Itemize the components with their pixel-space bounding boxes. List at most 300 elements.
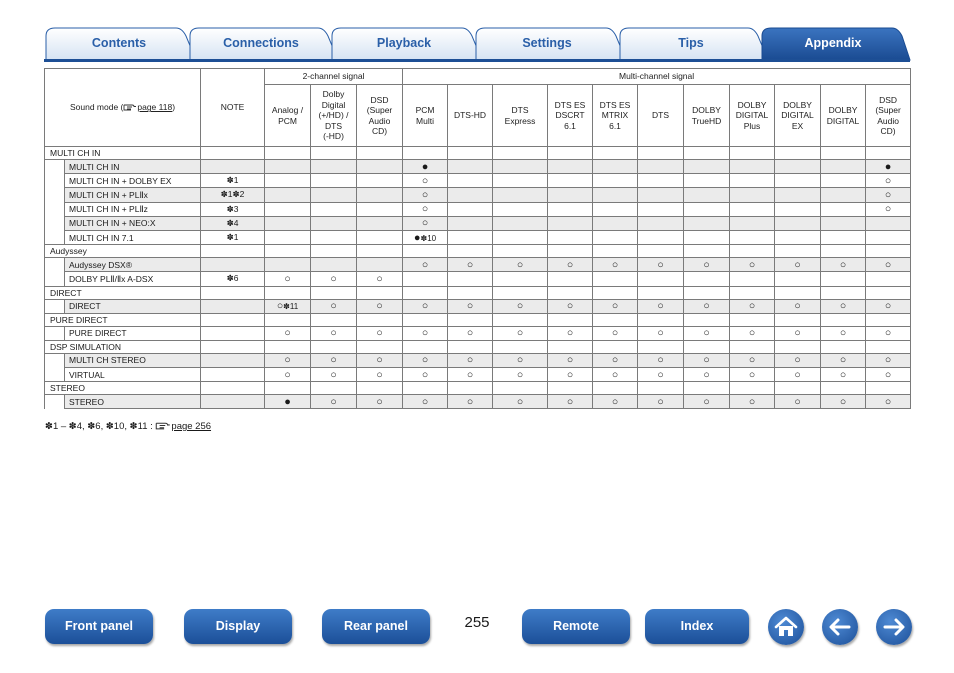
support-cell — [548, 188, 593, 202]
group-row-blank — [357, 245, 403, 258]
column-header — [593, 85, 638, 147]
open-circle-icon: ○ — [884, 368, 892, 381]
support-cell — [684, 202, 730, 216]
open-circle-icon: ○ — [421, 188, 429, 201]
support-cell — [593, 326, 638, 340]
group-row-blank — [593, 340, 638, 353]
group-row-blank — [638, 382, 684, 395]
open-circle-icon: ○ — [330, 354, 337, 367]
open-circle-icon: ○ — [330, 368, 337, 381]
group-row — [45, 382, 911, 395]
support-cell — [493, 188, 548, 202]
support-cell — [403, 174, 448, 188]
note-cell — [201, 299, 265, 313]
support-cell — [548, 368, 593, 382]
support-cell — [403, 326, 448, 340]
support-cell — [775, 299, 821, 313]
group-row-blank — [866, 340, 911, 353]
group-row-blank — [265, 245, 311, 258]
support-cell — [548, 216, 593, 230]
group-row-blank — [684, 340, 730, 353]
support-cell — [493, 299, 548, 313]
support-cell — [493, 216, 548, 230]
group-row-blank — [593, 382, 638, 395]
indent-spacer — [45, 216, 65, 230]
group-row-blank — [821, 286, 866, 299]
group-name: DSP SIMULATION — [45, 340, 201, 353]
open-circle-icon: ○ — [794, 395, 801, 408]
support-cell — [775, 395, 821, 409]
open-circle-icon: ○ — [466, 368, 474, 381]
group-row-blank — [775, 147, 821, 160]
column-header-line: 6.1 — [609, 120, 621, 131]
support-cell — [357, 188, 403, 202]
table-row — [45, 368, 911, 382]
support-cell — [357, 353, 403, 367]
open-circle-icon: ○ — [657, 368, 664, 381]
support-cell — [493, 202, 548, 216]
open-circle-icon: ○ — [566, 300, 574, 313]
group-row-blank — [357, 382, 403, 395]
open-circle-icon: ○ — [566, 354, 574, 367]
group-row-blank — [448, 147, 493, 160]
support-cell — [730, 258, 775, 272]
note-cell: ✽1✽2 — [201, 188, 265, 202]
footnote — [45, 421, 211, 432]
open-circle-icon: ○ — [284, 272, 291, 285]
column-header-line: Dolby — [322, 89, 345, 100]
note-cell: ✽4 — [201, 216, 265, 230]
open-circle-icon: ○ — [794, 258, 801, 271]
support-cell — [548, 174, 593, 188]
group-row-blank — [638, 245, 684, 258]
column-header-line: DTS ES — [554, 99, 586, 110]
filled-circle-icon: ● — [884, 160, 892, 173]
support-cell — [357, 202, 403, 216]
open-circle-icon: ○ — [376, 300, 383, 313]
group-row-blank — [730, 147, 775, 160]
group-row-blank — [638, 313, 684, 326]
open-circle-icon: ○ — [330, 300, 337, 313]
support-cell — [775, 353, 821, 367]
group-row-blank — [493, 340, 548, 353]
support-cell — [311, 230, 357, 244]
open-circle-icon: ○ — [839, 368, 847, 381]
support-cell — [593, 272, 638, 286]
open-circle-icon: ○ — [466, 300, 474, 313]
display-button[interactable]: Display — [184, 609, 292, 644]
column-header-line: DOLBY — [737, 99, 767, 110]
column-header-line: DTS — [652, 110, 670, 121]
support-cell — [548, 230, 593, 244]
table-row — [45, 174, 911, 188]
group-row-blank — [201, 245, 265, 258]
group-row-blank — [448, 313, 493, 326]
open-circle-icon: ○ — [421, 354, 429, 367]
support-cell — [866, 272, 911, 286]
support-cell — [403, 188, 448, 202]
support-cell — [821, 395, 866, 409]
group-row — [45, 286, 911, 299]
table-row — [45, 258, 911, 272]
group-row-blank — [493, 313, 548, 326]
column-header-line: DIGITAL — [826, 115, 860, 126]
open-circle-icon: ○ — [884, 203, 892, 216]
open-circle-icon: ○✽11 — [276, 300, 299, 313]
group-row-blank — [730, 313, 775, 326]
support-cell — [638, 368, 684, 382]
support-cell — [403, 258, 448, 272]
support-cell — [638, 395, 684, 409]
tab-settings[interactable]: Settings — [522, 36, 572, 50]
column-header — [866, 85, 911, 147]
group-row-blank — [684, 147, 730, 160]
group-row-blank — [357, 340, 403, 353]
open-circle-icon: ○ — [421, 174, 429, 187]
tab-connections[interactable]: Connections — [223, 36, 299, 50]
group-row — [45, 313, 911, 326]
sound-mode-name: DIRECT — [65, 299, 201, 313]
arrow-left-icon — [822, 609, 858, 645]
open-circle-icon: ○ — [657, 258, 664, 271]
group-row-blank — [866, 313, 911, 326]
open-circle-icon: ○ — [330, 272, 337, 285]
index-button[interactable]: Index — [645, 609, 749, 644]
support-cell — [493, 174, 548, 188]
support-cell — [821, 188, 866, 202]
support-cell — [593, 299, 638, 313]
group-row-blank — [357, 147, 403, 160]
group-row-blank — [821, 313, 866, 326]
group-row-blank — [448, 245, 493, 258]
group-row-blank — [403, 340, 448, 353]
support-cell — [548, 326, 593, 340]
open-circle-icon: ○ — [884, 354, 892, 367]
support-cell — [311, 326, 357, 340]
column-header — [493, 85, 548, 147]
support-cell — [866, 299, 911, 313]
support-cell — [593, 353, 638, 367]
rear-panel-button[interactable]: Rear panel — [322, 609, 430, 644]
sound-mode-name: MULTI CH IN — [65, 160, 201, 174]
support-cell — [730, 326, 775, 340]
group-row-blank — [311, 245, 357, 258]
sound-mode-name: MULTI CH IN + PLⅡx — [65, 188, 201, 202]
support-cell — [448, 188, 493, 202]
support-cell — [403, 160, 448, 174]
open-circle-icon: ○ — [566, 327, 574, 340]
column-header-line: DSD — [879, 94, 898, 105]
open-circle-icon: ○ — [884, 327, 892, 340]
support-cell — [265, 188, 311, 202]
home-icon — [768, 609, 804, 645]
table-row — [45, 188, 911, 202]
support-cell — [821, 353, 866, 367]
tab-underline — [44, 59, 910, 62]
page-118-link[interactable]: page 118 — [137, 102, 173, 113]
support-cell — [684, 160, 730, 174]
open-circle-icon: ○ — [330, 395, 337, 408]
support-cell — [448, 272, 493, 286]
column-header — [357, 85, 403, 147]
sound-mode-name: MULTI CH IN 7.1 — [65, 230, 201, 244]
note-cell: ✽1 — [201, 174, 265, 188]
group-row-blank — [403, 286, 448, 299]
support-cell — [493, 160, 548, 174]
support-cell — [684, 188, 730, 202]
support-cell — [821, 258, 866, 272]
support-cell — [311, 160, 357, 174]
support-cell — [821, 230, 866, 244]
support-cell — [730, 272, 775, 286]
column-header-line: Plus — [743, 120, 761, 131]
table-row — [45, 216, 911, 230]
support-cell — [311, 188, 357, 202]
support-cell — [684, 368, 730, 382]
note-cell — [201, 326, 265, 340]
open-circle-icon: ○ — [657, 395, 664, 408]
support-cell — [357, 160, 403, 174]
note-cell: ✽1 — [201, 230, 265, 244]
open-circle-icon: ○ — [839, 354, 847, 367]
open-circle-icon: ○ — [284, 327, 291, 340]
group-row — [45, 147, 911, 160]
support-cell — [265, 160, 311, 174]
column-header-line: DSCRT — [555, 110, 585, 121]
support-cell — [821, 368, 866, 382]
sound-mode-header-close: ) — [172, 102, 176, 113]
group-row-blank — [311, 313, 357, 326]
support-cell — [684, 258, 730, 272]
open-circle-icon: ○ — [421, 203, 429, 216]
support-cell — [548, 299, 593, 313]
indent-spacer — [45, 174, 65, 188]
table-row — [45, 353, 911, 367]
support-cell — [866, 326, 911, 340]
support-cell — [265, 353, 311, 367]
group-row-blank — [866, 147, 911, 160]
support-cell — [775, 216, 821, 230]
home-button[interactable] — [768, 609, 804, 645]
support-cell — [866, 216, 911, 230]
support-cell — [775, 272, 821, 286]
indent-spacer — [45, 326, 65, 340]
group-row-blank — [548, 313, 593, 326]
column-header-line: MTRIX — [601, 110, 629, 121]
support-cell — [493, 272, 548, 286]
support-cell — [403, 230, 448, 244]
support-cell — [548, 258, 593, 272]
note-header: NOTE — [201, 69, 265, 147]
open-circle-icon: ○ — [884, 300, 892, 313]
column-header-line: (+/HD) / — [318, 110, 349, 121]
group-row-blank — [775, 313, 821, 326]
group-row-blank — [493, 245, 548, 258]
column-header-line: PCM — [415, 105, 435, 115]
open-circle-icon: ○ — [703, 327, 710, 340]
column-header-line: Audio — [877, 115, 899, 126]
open-circle-icon: ○ — [611, 300, 619, 313]
support-cell — [821, 326, 866, 340]
column-header-line: DSD — [370, 94, 389, 105]
tab-appendix[interactable]: Appendix — [804, 36, 862, 50]
table-row — [45, 230, 911, 244]
support-cell — [311, 395, 357, 409]
support-cell — [357, 272, 403, 286]
open-circle-icon: ○ — [748, 327, 756, 340]
column-header — [775, 85, 821, 147]
support-cell — [448, 299, 493, 313]
open-circle-icon: ○ — [884, 258, 892, 271]
group-row-blank — [593, 313, 638, 326]
support-cell — [265, 230, 311, 244]
group-row-blank — [493, 286, 548, 299]
indent-spacer — [45, 272, 65, 286]
sound-mode-name: MULTI CH STEREO — [65, 353, 201, 367]
group-row-blank — [821, 147, 866, 160]
indent-spacer — [45, 202, 65, 216]
back-button[interactable] — [822, 609, 858, 645]
column-header-line: Multi — [416, 115, 434, 126]
open-circle-icon: ○ — [748, 258, 756, 271]
support-cell — [548, 395, 593, 409]
support-cell — [730, 299, 775, 313]
support-cell — [730, 188, 775, 202]
note-cell — [201, 258, 265, 272]
tab-tips[interactable]: Tips — [678, 36, 704, 50]
sound-mode-name: DOLBY PLⅡ/Ⅱx A-DSX — [65, 272, 201, 286]
pointing-hand-icon — [123, 103, 137, 111]
support-cell — [821, 160, 866, 174]
open-circle-icon: ○ — [884, 174, 892, 187]
group-row-blank — [311, 340, 357, 353]
column-header-line: CD) — [880, 126, 896, 136]
open-circle-icon: ○ — [516, 300, 524, 313]
support-cell — [593, 202, 638, 216]
open-circle-icon: ○ — [566, 258, 574, 271]
support-cell — [866, 230, 911, 244]
forward-button[interactable] — [876, 609, 912, 645]
open-circle-icon: ○ — [703, 300, 710, 313]
note-cell — [201, 353, 265, 367]
indent-spacer — [45, 258, 65, 272]
support-cell — [357, 216, 403, 230]
support-cell — [775, 368, 821, 382]
support-cell — [775, 160, 821, 174]
group-row — [45, 245, 911, 258]
support-cell — [403, 395, 448, 409]
sound-mode-header — [45, 69, 201, 147]
open-circle-icon: ○ — [466, 258, 474, 271]
group-row-blank — [311, 147, 357, 160]
column-header — [403, 85, 448, 147]
sound-mode-name: PURE DIRECT — [65, 326, 201, 340]
group-row-blank — [821, 245, 866, 258]
support-cell — [311, 368, 357, 382]
open-circle-icon: ○ — [516, 327, 524, 340]
indent-spacer — [45, 353, 65, 367]
note-cell — [201, 395, 265, 409]
tab-playback[interactable]: Playback — [376, 36, 432, 50]
open-circle-icon: ○ — [421, 258, 429, 271]
column-header-line: EX — [791, 120, 804, 131]
open-circle-icon: ○ — [611, 354, 619, 367]
support-cell — [593, 188, 638, 202]
open-circle-icon: ○ — [748, 395, 756, 408]
open-circle-icon: ○ — [703, 354, 710, 367]
sound-mode-name: MULTI CH IN + PLⅡz — [65, 202, 201, 216]
support-cell — [357, 230, 403, 244]
support-cell — [593, 258, 638, 272]
group-row-blank — [548, 382, 593, 395]
column-header-line: DOLBY — [692, 105, 721, 115]
column-header-line: 6.1 — [564, 120, 576, 131]
group-row-blank — [403, 147, 448, 160]
group-row-blank — [730, 382, 775, 395]
support-cell — [684, 353, 730, 367]
front-panel-button[interactable]: Front panel — [45, 609, 153, 644]
group-row-blank — [357, 286, 403, 299]
open-circle-icon: ○ — [839, 258, 847, 271]
support-cell — [311, 216, 357, 230]
support-cell — [730, 202, 775, 216]
column-header-line: (Super — [366, 105, 393, 115]
group-row-blank — [638, 147, 684, 160]
group-row-blank — [866, 245, 911, 258]
support-cell — [730, 368, 775, 382]
page-256-link[interactable]: page 256 — [171, 421, 212, 432]
column-header-line: PCM — [278, 115, 297, 126]
support-cell — [311, 299, 357, 313]
open-circle-icon: ○ — [748, 354, 756, 367]
pointing-hand-icon — [155, 421, 171, 430]
open-circle-icon: ○ — [421, 217, 429, 230]
column-header-line: Express — [504, 115, 536, 126]
open-circle-icon: ○ — [466, 327, 474, 340]
open-circle-icon: ○ — [376, 368, 383, 381]
support-cell — [265, 326, 311, 340]
open-circle-icon: ○ — [330, 327, 337, 340]
multi-channel-header: Multi-channel signal — [403, 69, 911, 85]
support-cell — [730, 353, 775, 367]
remote-button[interactable]: Remote — [522, 609, 630, 644]
open-circle-icon: ○ — [466, 395, 474, 408]
support-cell — [684, 326, 730, 340]
support-cell — [265, 216, 311, 230]
support-cell — [357, 368, 403, 382]
group-row-blank — [311, 382, 357, 395]
open-circle-icon: ○ — [703, 395, 710, 408]
group-row-blank — [403, 245, 448, 258]
support-cell — [493, 368, 548, 382]
group-row-blank — [265, 313, 311, 326]
support-cell — [593, 174, 638, 188]
open-circle-icon: ○ — [794, 300, 801, 313]
column-header — [265, 85, 311, 147]
filled-circle-icon: ● — [284, 395, 291, 408]
open-circle-icon: ○ — [748, 300, 756, 313]
cell-note-ref: ✽11 — [283, 302, 299, 312]
support-cell — [548, 160, 593, 174]
support-cell — [638, 230, 684, 244]
open-circle-icon: ○ — [284, 354, 291, 367]
open-circle-icon: ○ — [657, 327, 664, 340]
group-name: MULTI CH IN — [45, 147, 201, 160]
open-circle-icon: ○ — [376, 272, 383, 285]
table-row — [45, 326, 911, 340]
tab-contents[interactable]: Contents — [91, 36, 147, 50]
indent-spacer — [45, 160, 65, 174]
